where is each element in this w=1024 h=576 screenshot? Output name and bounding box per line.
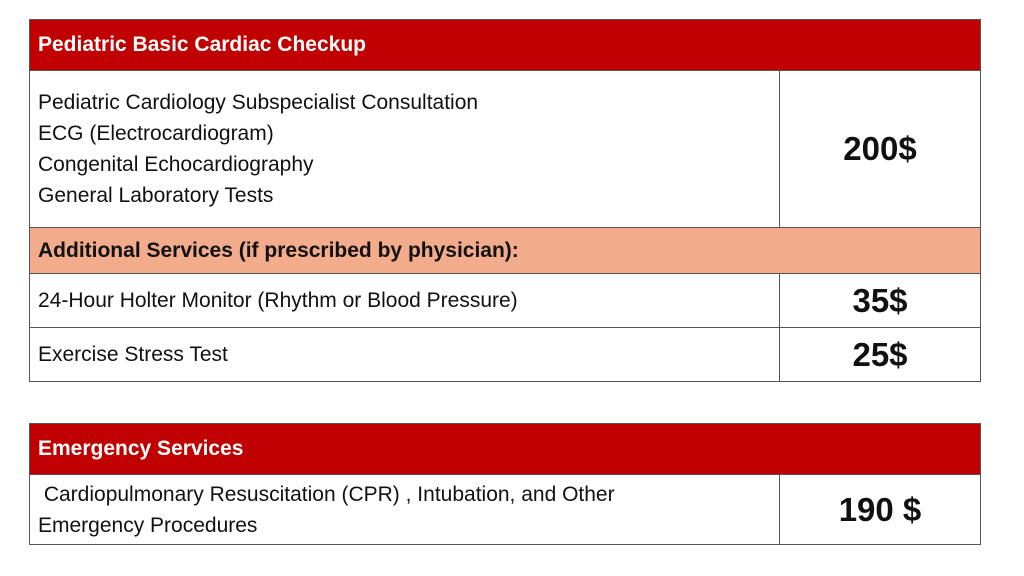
- emergency-item-row: [30, 475, 981, 545]
- additional-service-row: [30, 328, 981, 382]
- emergency-item-line: Emergency Procedures: [38, 513, 258, 537]
- emergency-services-table: [29, 423, 981, 545]
- additional-service-name: 24-Hour Holter Monitor (Rhythm or Blood Pressure): [30, 274, 780, 328]
- cardiac-checkup-table: [29, 19, 981, 382]
- package-item: ECG (Electrocardiogram): [38, 122, 274, 145]
- additional-service-row: [30, 274, 981, 328]
- package-item: Congenital Echocardiography: [38, 153, 314, 176]
- checkup-header-row: [30, 20, 981, 71]
- checkup-title: Pediatric Basic Cardiac Checkup: [30, 20, 981, 71]
- checkup-package-row: [30, 71, 981, 228]
- emergency-item-line: Cardiopulmonary Resuscitation (CPR) , Intubation, and Other: [38, 482, 615, 506]
- checkup-package-items: [30, 71, 780, 228]
- additional-services-title: Additional Services (if prescribed by physician):: [30, 228, 981, 274]
- emergency-price: 190 $: [780, 475, 981, 545]
- emergency-header-row: [30, 424, 981, 475]
- package-item: General Laboratory Tests: [38, 184, 274, 207]
- emergency-item: [30, 475, 780, 545]
- emergency-title: Emergency Services: [30, 424, 981, 475]
- package-item: Pediatric Cardiology Subspecialist Consultation: [38, 91, 479, 114]
- additional-service-price: 35$: [780, 274, 981, 328]
- checkup-package-price: 200$: [780, 71, 981, 228]
- additional-service-name: Exercise Stress Test: [30, 328, 780, 382]
- additional-service-price: 25$: [780, 328, 981, 382]
- additional-services-header-row: [30, 228, 981, 274]
